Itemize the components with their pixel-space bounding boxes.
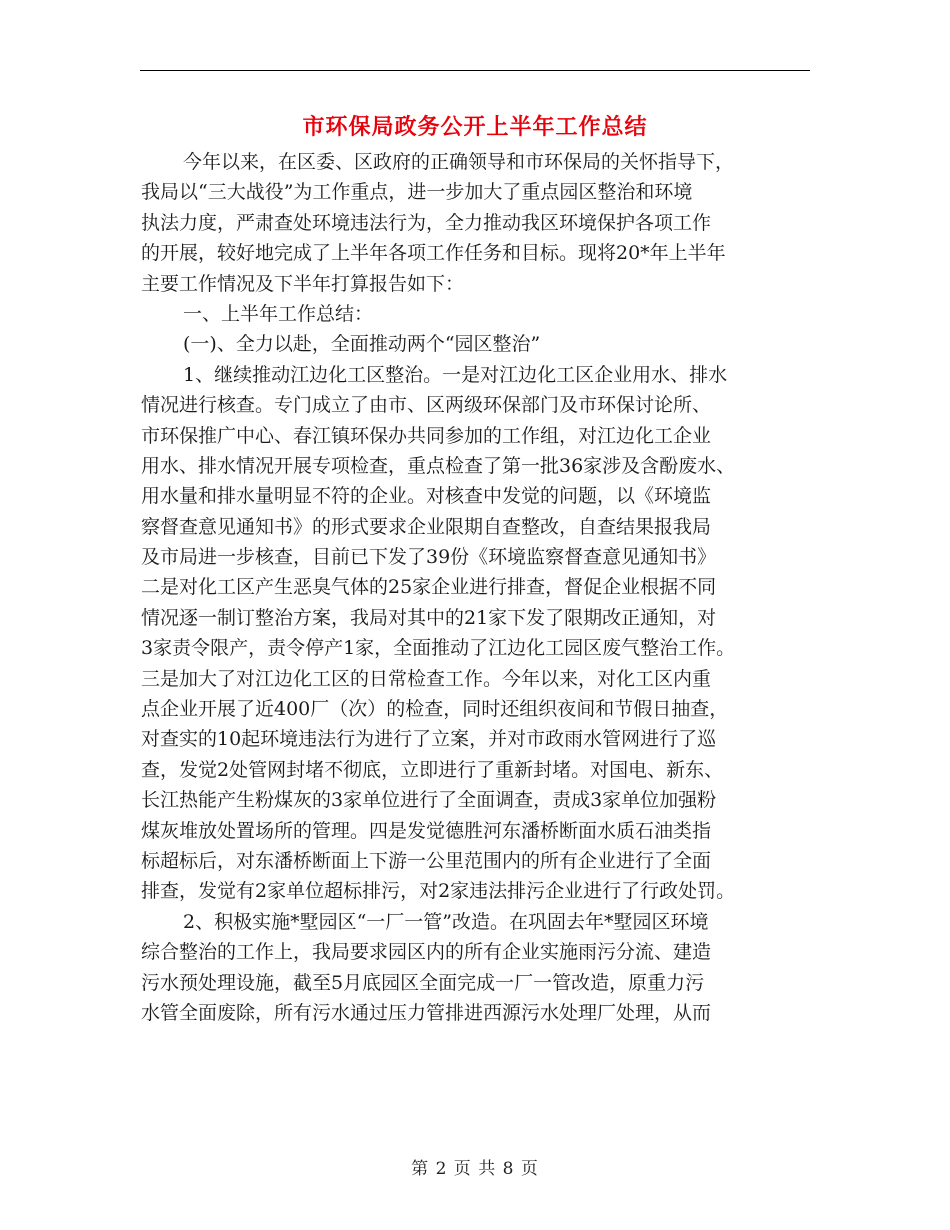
document-title: 市环保局政务公开上半年工作总结 — [302, 114, 648, 140]
body-line: 市环保推广中心、春江镇环保办共同参加的工作组，对江边化工企业 — [141, 424, 712, 447]
header-rule — [140, 70, 810, 71]
body-line: 排查，发觉有2家单位超标排污，对2家违法排污企业进行了行政处罚。 — [141, 880, 736, 903]
body-line: 二是对化工区产生恶臭气体的25家企业进行排查，督促企业根据不同 — [141, 576, 717, 599]
document-body — [141, 147, 813, 1028]
body-line: 今年以来，在区委、区政府的正确领导和市环保局的关怀指导下， — [183, 151, 735, 173]
section-heading: 一、上半年工作总结： — [183, 302, 374, 325]
subsection-heading: (一)、全力以赴，全面推动两个“园区整治” — [183, 333, 541, 356]
body-line: 综合整治的工作上，我局要求园区内的所有企业实施雨污分流、建造 — [141, 941, 712, 964]
body-line: 的开展，较好地完成了上半年各项工作任务和目标。现将20*年上半年 — [141, 242, 726, 265]
body-line: 察督查意见通知书》的形式要求企业限期自查整改，自查结果报我局 — [141, 515, 712, 538]
body-line: 对查实的10起环境违法行为进行了立案，并对市政雨水管网进行了巡 — [141, 728, 717, 751]
body-line: 主要工作情况及下半年打算报告如下： — [141, 272, 465, 295]
body-line: 情况进行核查。专门成立了由市、区两级环保部门及市环保讨论所、 — [141, 394, 712, 417]
body-line: 三是加大了对江边化工区的日常检查工作。今年以来，对化工区内重 — [141, 667, 712, 690]
body-line: 及市局进一步核查，目前已下发了39份《环境监察督查意见通知书》 — [141, 546, 717, 569]
body-line: 用水量和排水量明显不符的企业。对核查中发觉的问题，以《环境监 — [141, 485, 712, 508]
body-line: 1、继续推动江边化工区整治。一是对江边化工区企业用水、排水 — [183, 363, 728, 386]
body-line: 煤灰堆放处置场所的管理。四是发觉德胜河东潘桥断面水质石油类指 — [141, 819, 712, 842]
body-line: 点企业开展了近400厂（次）的检查，同时还组织夜间和节假日抽查， — [141, 698, 729, 721]
body-line: 污水预处理设施，截至5月底园区全面完成一厂一管改造，原重力污 — [141, 971, 705, 994]
body-line: 2、积极实施*墅园区“一厂一管”改造。在巩固去年*墅园区环境 — [183, 910, 709, 933]
body-line: 我局以“三大战役”为工作重点，进一步加大了重点园区整治和环境 — [141, 181, 693, 204]
body-line: 查，发觉2处管网封堵不彻底，立即进行了重新封堵。对国电、新东、 — [141, 758, 724, 781]
body-line: 情况逐一制订整治方案，我局对其中的21家下发了限期改正通知，对 — [141, 606, 717, 629]
body-line: 水管全面废除，所有污水通过压力管排进西源污水处理厂处理，从而 — [141, 1001, 712, 1024]
body-line: 3家责令限产，责令停产1家，全面推动了江边化工园区废气整治工作。 — [141, 637, 736, 660]
body-line: 执法力度，严肃查处环境违法行为，全力推动我区环境保护各项工作 — [141, 211, 712, 234]
body-line: 用水、排水情况开展专项检查，重点检查了第一批36家涉及含酚废水、 — [141, 454, 736, 477]
body-line: 长江热能产生粉煤灰的3家单位进行了全面调查，责成3家单位加强粉 — [141, 789, 717, 812]
body-line: 标超标后，对东潘桥断面上下游一公里范围内的所有企业进行了全面 — [141, 849, 712, 872]
page-footer: 第 2 页 共 8 页 — [411, 1159, 539, 1179]
